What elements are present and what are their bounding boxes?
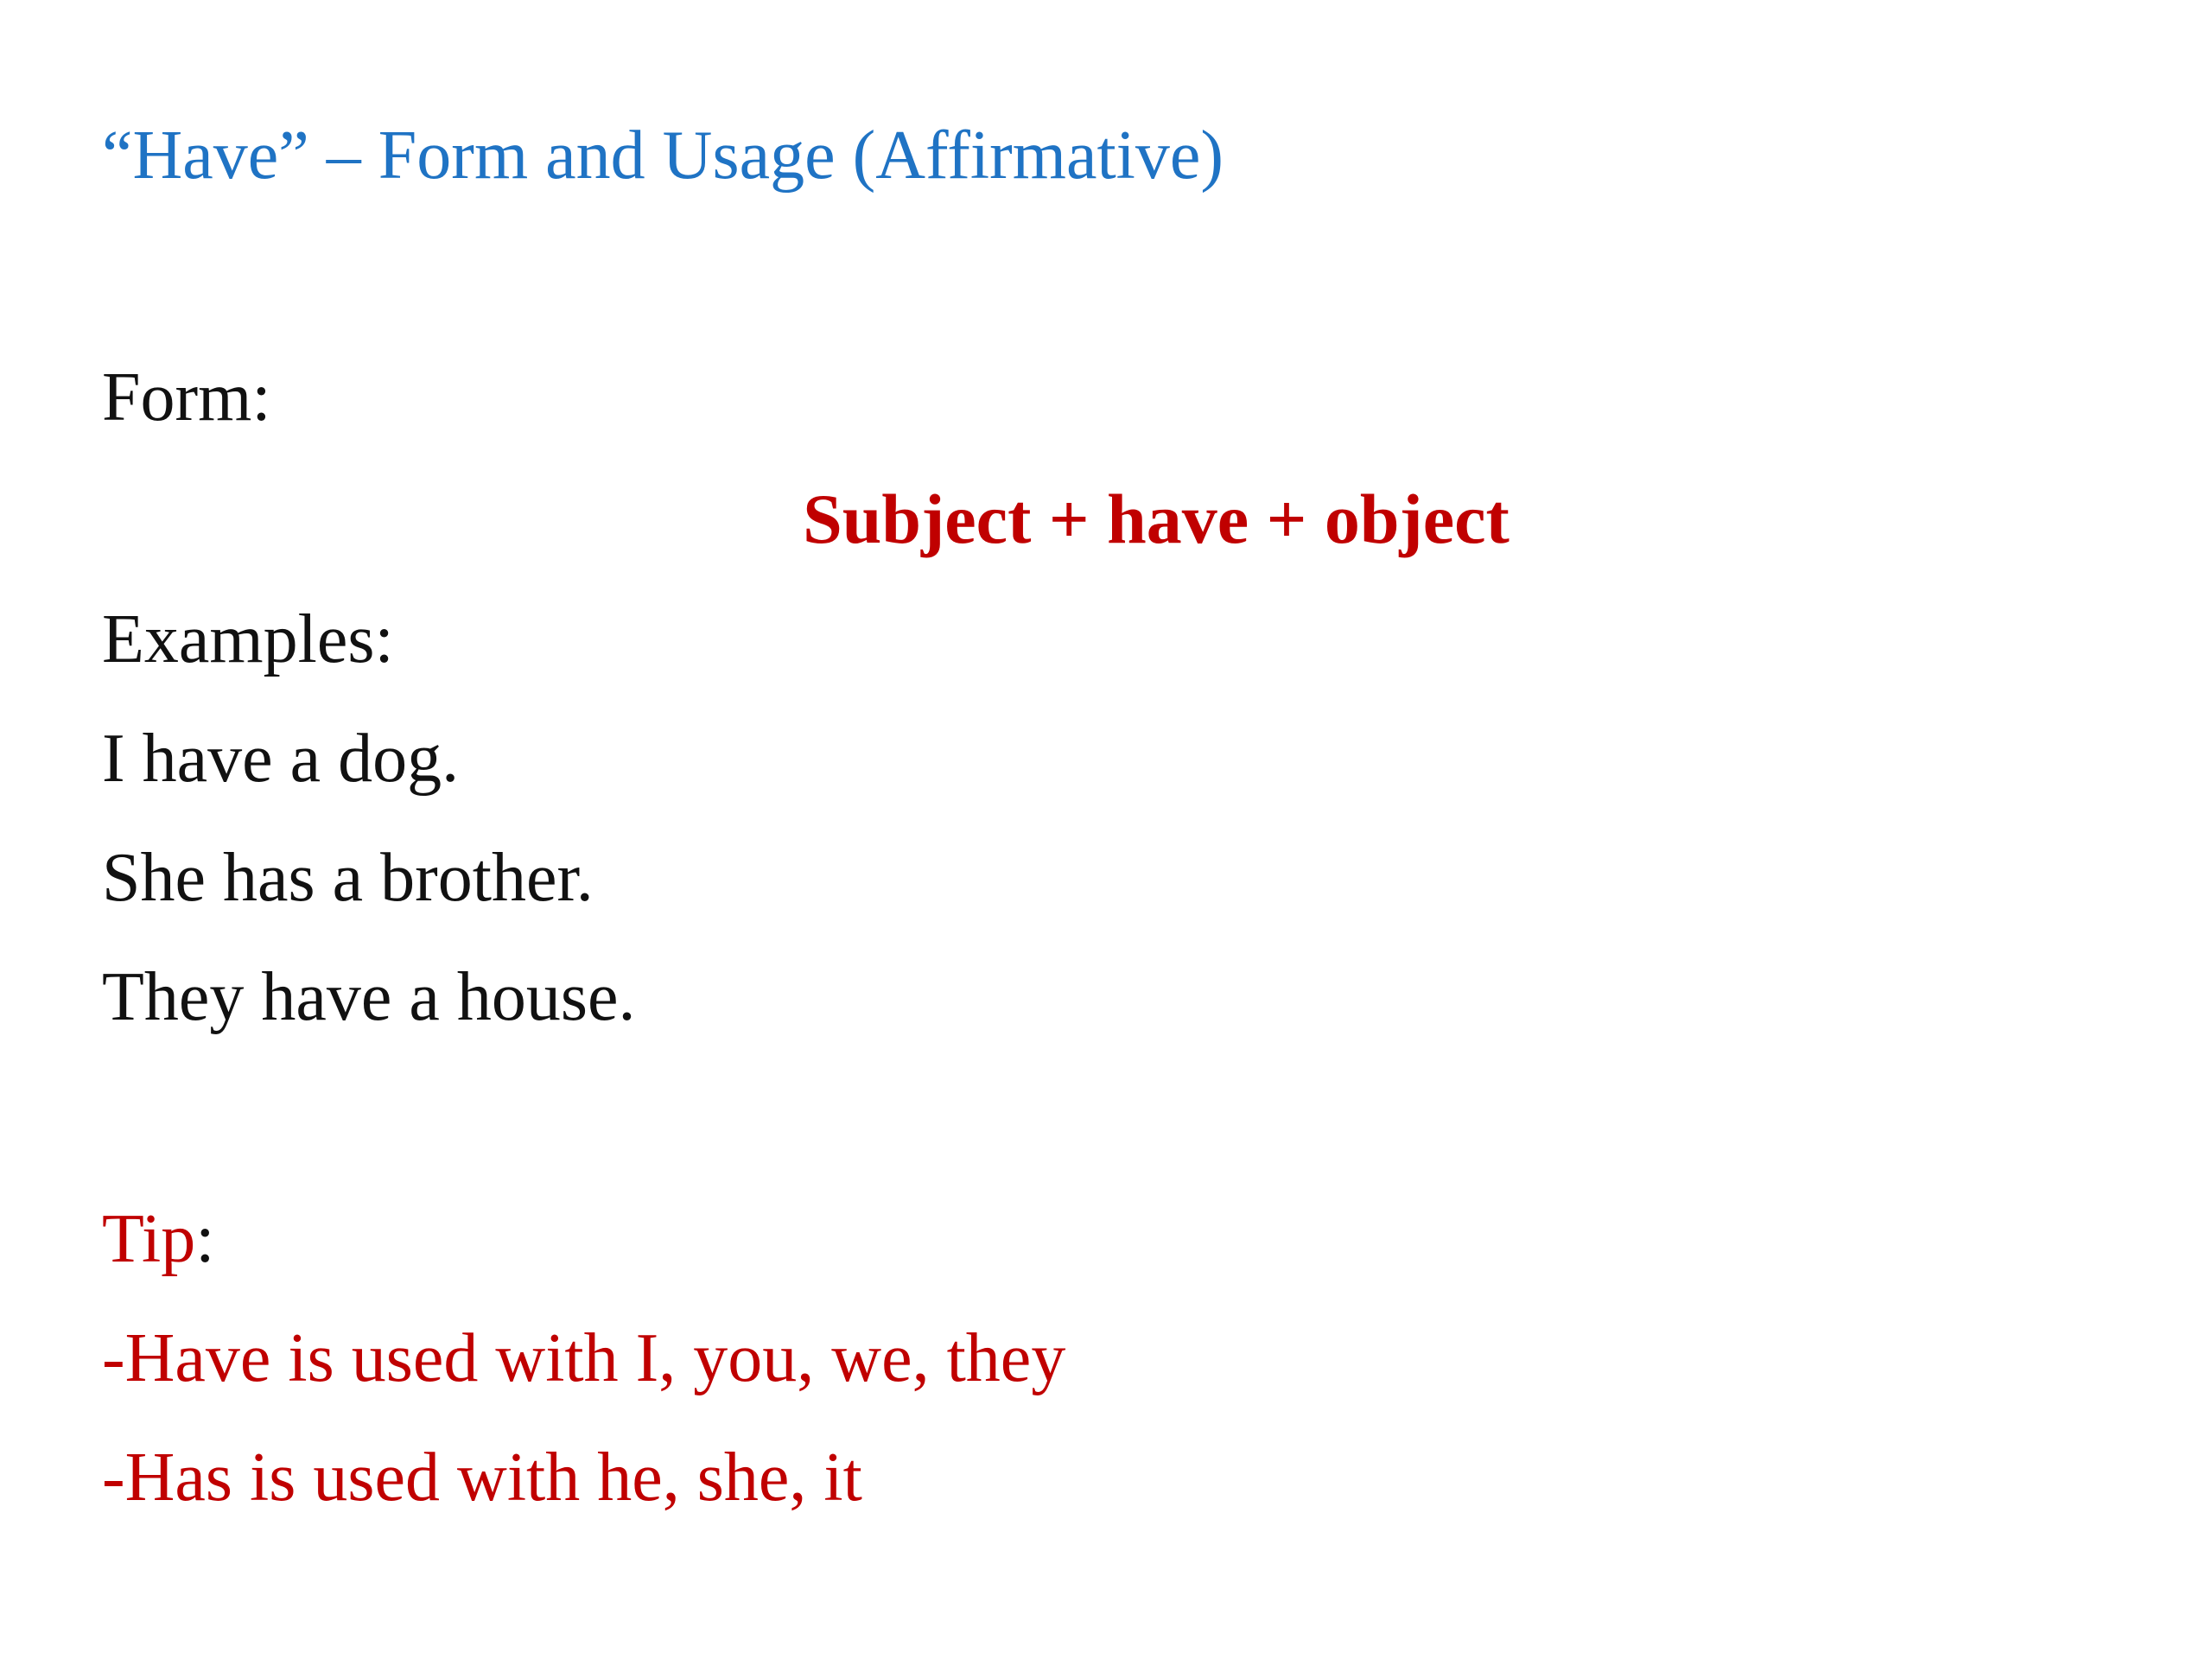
tip-item: -Have is used with I, you, we, they [102, 1320, 1066, 1396]
examples-label: Examples: [102, 601, 394, 677]
tip-label-word: Tip [102, 1201, 196, 1277]
example-item: They have a house. [102, 959, 636, 1035]
example-item: She has a brother. [102, 840, 594, 916]
page-title: “Have” – Form and Usage (Affirmative) [102, 118, 1224, 194]
tip-label [102, 1201, 215, 1277]
example-item: I have a dog. [102, 721, 460, 797]
form-label: Form: [102, 359, 271, 435]
tip-item: -Has is used with he, she, it [102, 1440, 862, 1516]
form-formula: Subject + have + object [803, 480, 1510, 558]
tip-label-colon: : [195, 1201, 215, 1277]
